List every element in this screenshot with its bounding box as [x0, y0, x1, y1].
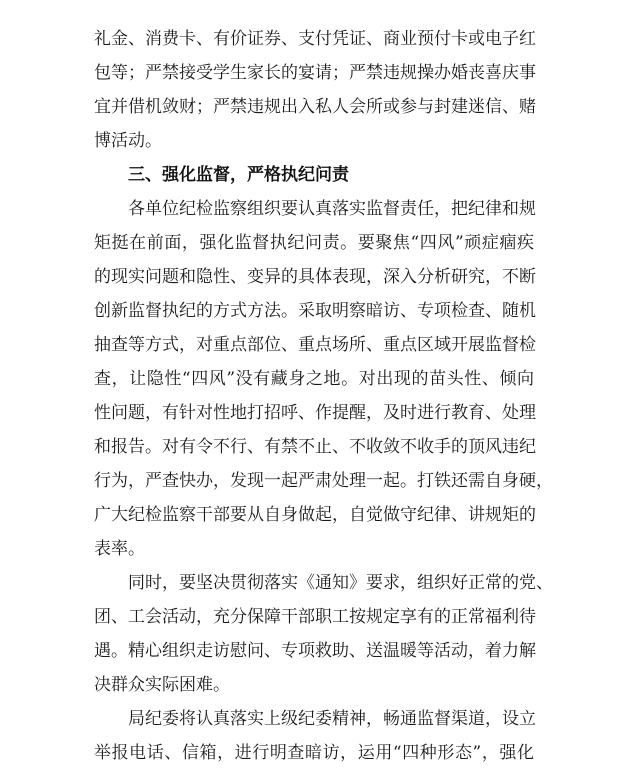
text-line: 团、工会活动，充分保障干部职工按规定享有的正常福利待 [94, 607, 536, 627]
text-line: 矩挺在前面，强化监督执纪问责。要聚焦“四风”顽症痼疾 [94, 233, 534, 253]
text-line: 宜并借机敛财；严禁违规出入私人会所或参与封建迷信、赌 [94, 97, 536, 117]
section-heading: 三、强化监督，严格执纪问责 [128, 165, 349, 185]
text-line: 的现实问题和隐性、变异的具体表现，深入分析研究，不断 [94, 267, 536, 287]
text-line: 表率。 [94, 539, 145, 559]
text-line: 博活动。 [94, 131, 162, 151]
text-line: 创新监督执纪的方式方法。采取明察暗访、专项检查、随机 [94, 301, 536, 321]
text-line: 局纪委将认真落实上级纪委精神，畅通监督渠道，设立 [128, 709, 536, 729]
text-line: 行为，严查快办，发现一起严肃处理一起。打铁还需自身硬， [94, 471, 553, 491]
text-line: 遇。精心组织走访慰问、专项救助、送温暖等活动，着力解 [94, 641, 536, 661]
text-line: 性问题，有针对性地打招呼、作提醒，及时进行教育、处理 [94, 403, 536, 423]
text-line: 各单位纪检监察组织要认真落实监督责任，把纪律和规 [128, 199, 536, 219]
text-line: 广大纪检监察干部要从自身做起，自觉做守纪律、讲规矩的 [94, 505, 536, 525]
text-line: 查，让隐性“四风”没有藏身之地。对出现的苗头性、倾向 [94, 369, 534, 389]
text-line: 包等；严禁接受学生家长的宴请；严禁违规操办婚丧喜庆事 [94, 63, 536, 83]
text-line: 和报告。对有令不行、有禁不止、不收敛不收手的顶风违纪 [94, 437, 536, 457]
text-line: 举报电话、信箱，进行明查暗访，运用“四种形态”，强化 [94, 743, 534, 763]
text-line: 抽查等方式，对重点部位、重点场所、重点区域开展监督检 [94, 335, 536, 355]
text-line: 决群众实际困难。 [94, 675, 230, 695]
text-line: 礼金、消费卡、有价证券、支付凭证、商业预付卡或电子红 [94, 29, 536, 49]
text-line: 同时，要坚决贯彻落实《通知》要求，组织好正常的党、 [128, 573, 553, 593]
